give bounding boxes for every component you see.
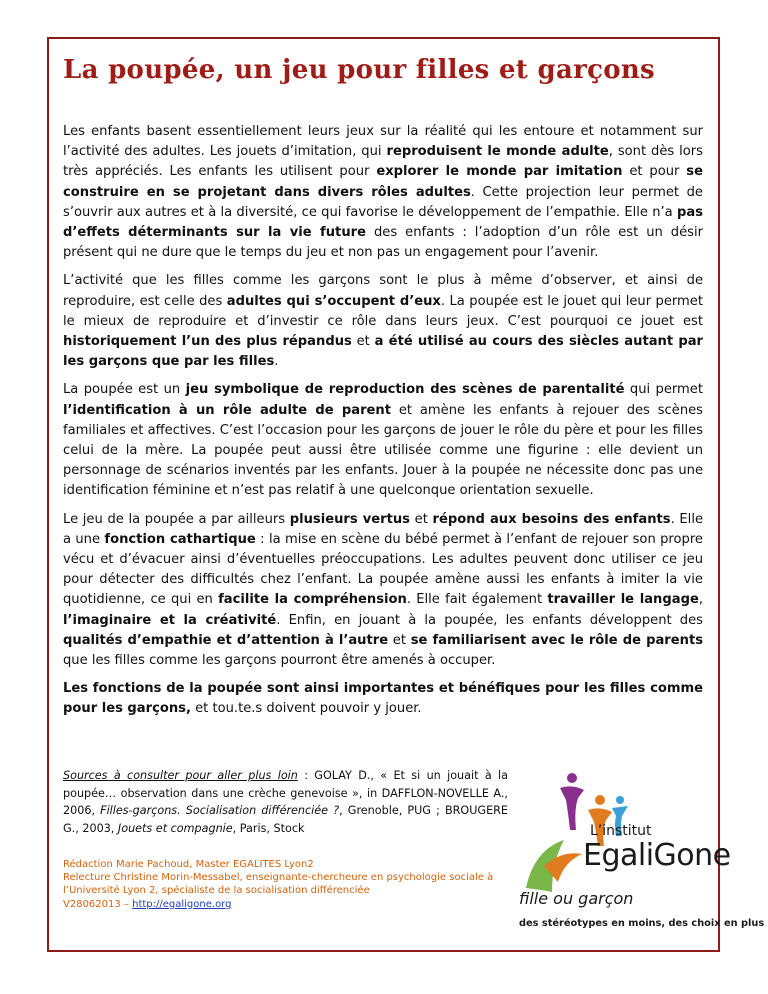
emphasis-text: explorer le monde par imitation	[376, 164, 623, 180]
sources-label: Sources à consulter pour aller plus loin	[63, 769, 298, 782]
paragraph	[63, 122, 703, 263]
emphasis-text: adultes qui s’occupent d’eux	[226, 293, 441, 309]
article-body	[63, 122, 703, 728]
text-run: qui permet	[624, 382, 703, 398]
text-run: et amène les enfants à rejouer des scènes familiales et affectives. C’est l’occasion pour les garçons de jouer le rôle du père et pour les filles celui de la mère. La poupée peut aussi être utilisée comme une figurine : elle devient un personnage de scénarios inventés par les enfants. Jouer à la poupée ne nécessite donc pas une identification féminine et n’est pas relatif à une quelconque orientation sexuelle.	[63, 402, 703, 499]
logo-line-1: L’institut	[590, 823, 652, 839]
text-run: . La poupée est le jouet qui leur permet le mieux de reproduire et d’investir ce rôle dans leurs jeux. C’est pourquoi ce jouet est	[63, 293, 703, 329]
conclusion-paragraph	[63, 679, 703, 719]
emphasis-text: Les fonctions de la poupée sont ainsi importantes et bénéfiques pour les filles comme pour les garçons,	[63, 681, 703, 717]
credits-section	[63, 858, 523, 911]
emphasis-text: se construire en se projetant dans divers rôles adultes	[63, 164, 703, 200]
paragraph	[63, 271, 703, 372]
text-run: , Grenoble, PUG ; BROUGERE G., 2003,	[63, 804, 508, 835]
credits-author: Rédaction Marie Pachoud, Master EGALITES Lyon2	[63, 859, 314, 870]
paragraph	[63, 510, 703, 672]
emphasis-text: se familiarisent avec le rôle de parents	[410, 632, 703, 648]
emphasis-text: facilite la compréhension	[218, 592, 407, 608]
italic-text: Filles-garçons. Socialisation différenciée ?	[100, 804, 340, 817]
emphasis-text: travailler le langage	[547, 592, 699, 608]
text-run: et pour	[622, 164, 687, 180]
emphasis-text: historiquement l’un des plus répandus	[63, 334, 352, 350]
text-run: que les filles comme les garçons pourront être amenés à occuper.	[63, 653, 496, 669]
text-run: La poupée est un	[63, 382, 186, 398]
website-link[interactable]: http://egaligone.org	[132, 898, 232, 910]
emphasis-text: reproduisent le monde adulte	[386, 144, 609, 160]
page-title: La poupée, un jeu pour filles et garçons	[63, 55, 655, 85]
text-run: et	[351, 334, 375, 350]
emphasis-text: jeu symbolique de reproduction des scènes de parentalité	[185, 382, 625, 398]
logo-line-2: EgaliGone	[583, 838, 731, 873]
text-run: .	[274, 354, 279, 370]
text-run: ,	[698, 592, 703, 608]
emphasis-text: l’identification à un rôle adulte de parent	[63, 402, 391, 418]
text-run: et	[409, 511, 433, 527]
emphasis-text: l’imaginaire et la créativité	[63, 612, 277, 628]
text-run: , Paris, Stock	[232, 821, 305, 835]
text-run: des enfants : l’adoption d’un rôle est un désir présent qui ne dure que le temps du jeu et non pas un engagement pour l’avenir.	[63, 225, 704, 261]
emphasis-text: plusieurs vertus	[289, 511, 410, 527]
emphasis-text: qualités d’empathie et d’attention à l’autre	[63, 632, 389, 648]
blue-figure-head	[616, 796, 624, 804]
text-run: Les enfants basent essentiellement leurs jeux sur la réalité qui les entoure et notamment sur l’activité des adultes. Les jouets d’imitation, qui	[63, 124, 703, 160]
emphasis-text: fonction cathartique	[104, 531, 256, 547]
text-run: : GOLAY D., « Et si un jouait à la poupée… observation dans une crèche genevoise », in DAFFLON-NOVELLE A., 2006,	[63, 769, 508, 817]
credits-reviewer: Relecture Christine Morin-Messabel, enseignante-chercheure en psychologie sociale à l’Université Lyon 2, spécialiste de la socialisation différenciée	[63, 872, 494, 897]
text-run: et tou.te.s doivent pouvoir y jouer.	[190, 701, 422, 717]
sources-section	[63, 767, 508, 837]
credits-version: V28062013 – http://egaligone.org	[63, 898, 232, 910]
text-run: , sont dès lors très appréciés. Les enfants les utilisent pour	[63, 144, 703, 180]
orange-figure-head	[595, 795, 605, 805]
purple-figure-head	[567, 773, 577, 783]
emphasis-text: répond aux besoins des enfants	[432, 511, 671, 527]
purple-figure	[560, 786, 584, 830]
text-run: L’activité que les filles comme les garçons sont le plus à même d’observer, et ainsi de reproduire, est celle des	[63, 273, 703, 309]
emphasis-text: a été utilisé au cours des siècles autant par les garçons que par les filles	[63, 334, 704, 370]
text-run: . Elle a une	[63, 511, 704, 547]
paragraph	[63, 380, 703, 501]
text-run: et	[388, 632, 411, 648]
emphasis-text: pas d’effets déterminants sur la vie future	[63, 204, 703, 241]
italic-text: Jouets et compagnie	[117, 821, 233, 835]
text-run: . Cette projection leur permet de s’ouvrir aux autres et à la diversité, ce qui favorise le développement de l’empathie. Elle n’a	[63, 184, 703, 220]
text-run: . Enfin, en jouant à la poupée, les enfants développent des	[276, 612, 703, 628]
text-run: Le jeu de la poupée a par ailleurs	[63, 511, 290, 527]
logo-tagline: fille ou garçon	[519, 889, 634, 908]
text-run: . Elle fait également	[406, 592, 548, 608]
logo-subline: des stéréotypes en moins, des choix en plus	[519, 918, 765, 929]
text-run: : la mise en scène du bébé permet à l’enfant de rejouer son propre vécu et d’évacuer ainsi d’éventuelles préoccupations. Les adultes peuvent donc utiliser ce jeu pour détecter des difficultés chez l’enfant. La poupée amène aussi les enfants à imiter la vie quotidienne, ce qui en	[63, 531, 703, 608]
